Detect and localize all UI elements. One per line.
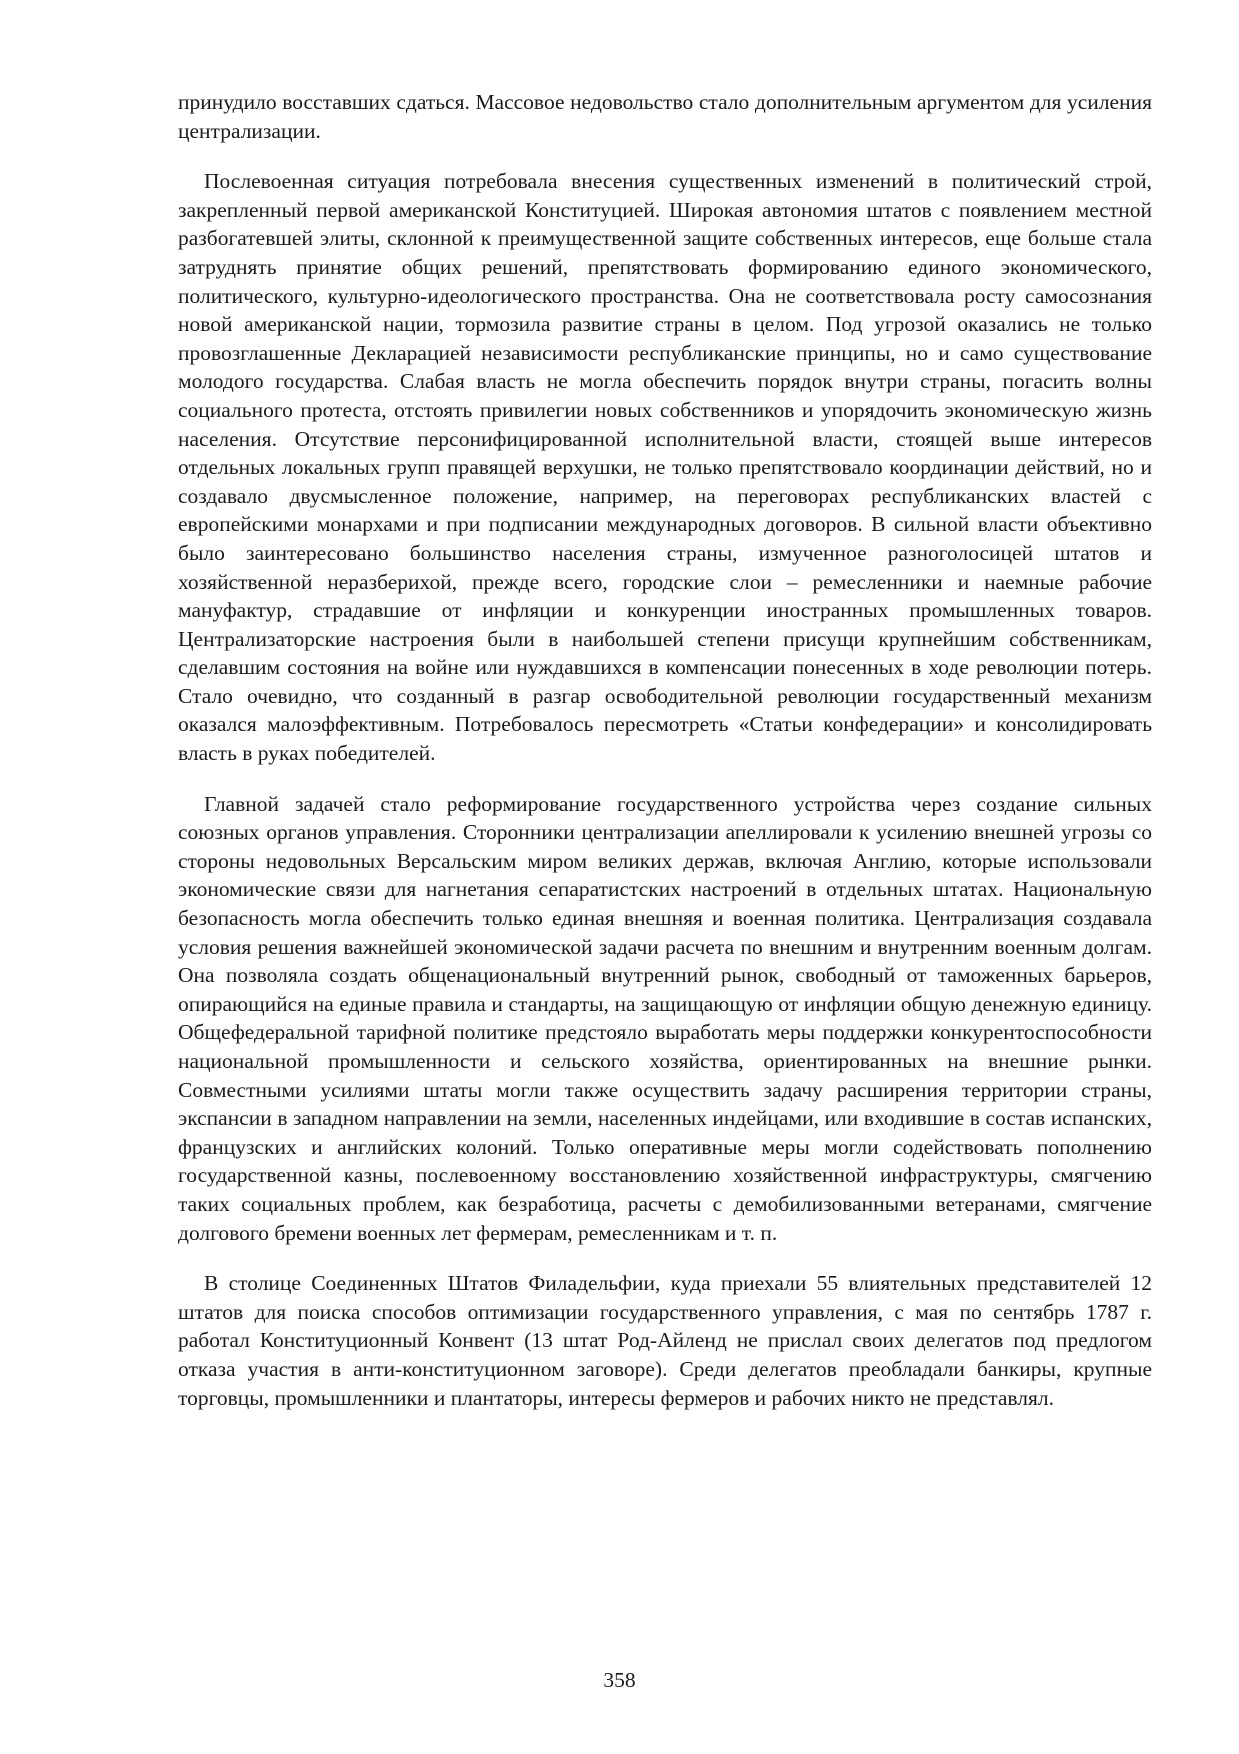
paragraph-continuation: принудило восставших сдаться. Массовое недовольство стало дополнительным аргументом для усиления централизации. (178, 90, 1152, 143)
paragraph-postwar-situation: Послевоенная ситуация потребовала внесения существенных изменений в политический строй, закрепленный первой американской Конституцией. Широкая автономия штатов с появлением местной разбогатевшей элиты, склонной к преимущественной защите собственных интересов, еще больше стала затруднять принятие общих решений, препятствовать формированию единого экономического, политического, культурно-идеологического пространства. Она не соответствовала росту самосознания новой американской нации, тормозила развитие страны в целом. Под угрозой оказались не только провозглашенные Декларацией независимости республиканские принципы, но и само существование молодого государства. Слабая власть не могла обеспечить порядок внутри страны, погасить волны социального протеста, отстоять привилегии новых собственников и упорядочить экономическую жизнь населения. Отсутствие персонифицированной исполнительной власти, стоящей выше интересов отдельных локальных групп правящей верхушки, не только препятствовало координации действий, но и создавало двусмысленное положение, например, на переговорах республиканских властей с европейскими монархами и при подписании международных договоров. В сильной власти объективно было заинтересовано большинство населения страны, измученное разноголосицей штатов и хозяйственной неразберихой, прежде всего, городские слои – ремесленники и наемные рабочие мануфактур, страдавшие от инфляции и конкуренции иностранных промышленных товаров. Централизаторские настроения были в наибольшей степени присущи крупнейшим собственникам, сделавшим состояния на войне или нуждавшихся в компенсации понесенных в ходе революции потерь. Стало очевидно, что созданный в разгар освободительной революции государственный механизм оказался малоэффективным. Потребовалось пересмотреть «Статьи конфедерации» и консолидировать власть в руках победителей. (178, 169, 1152, 766)
paragraph-main-task: Главной задачей стало реформирование государственного устройства через создание сильных союзных органов управления. Сторонники централизации апеллировали к усилению внешней угрозы со стороны недовольных Версальским миром великих держав, включая Англию, которые использовали экономические связи для нагнетания сепаратистских настроений в отдельных штатах. Национальную безопасность могла обеспечить только единая внешняя и военная политика. Централизация создавала условия решения важнейшей экономической задачи расчета по внешним и внутренним военным долгам. Она позволяла создать общенациональный внутренний рынок, свободный от таможенных барьеров, опирающийся на единые правила и стандарты, на защищающую от инфляции общую денежную единицу. Общефедеральной тарифной политике предстояло выработать меры поддержки конкурентоспособности национальной промышленности и сельского хозяйства, ориентированных на внешние рынки. Совместными усилиями штаты могли также осуществить задачу расширения территории страны, экспансии в западном направлении на земли, населенных индейцами, или входившие в состав испанских, французских и английских колоний. Только оперативные меры могли содействовать пополнению государственной казны, послевоенному восстановлению хозяйственной инфраструктуры, смягчению таких социальных проблем, как безработица, расчеты с демобилизованными ветеранами, смягчение долгового бремени военных лет фермерам, ремесленникам и т. п. (178, 791, 1152, 1245)
page-number: 358 (603, 1668, 636, 1692)
page-body (178, 88, 1152, 1434)
paragraph-constitutional-convention: В столице Соединенных Штатов Филадельфии, куда приехали 55 влиятельных представителей 12 штатов для поиска способов оптимизации государственного управления, с мая по сентябрь 1787 г. работал Конституционный Конвент (13 штат Род-Айленд не прислал своих делегатов под предлогом отказа участия в анти-конституционном заговоре). Среди делегатов преобладали банкиры, крупные торговцы, промышленники и плантаторы, интересы фермеров и рабочих никто не представлял. (178, 1271, 1152, 1410)
